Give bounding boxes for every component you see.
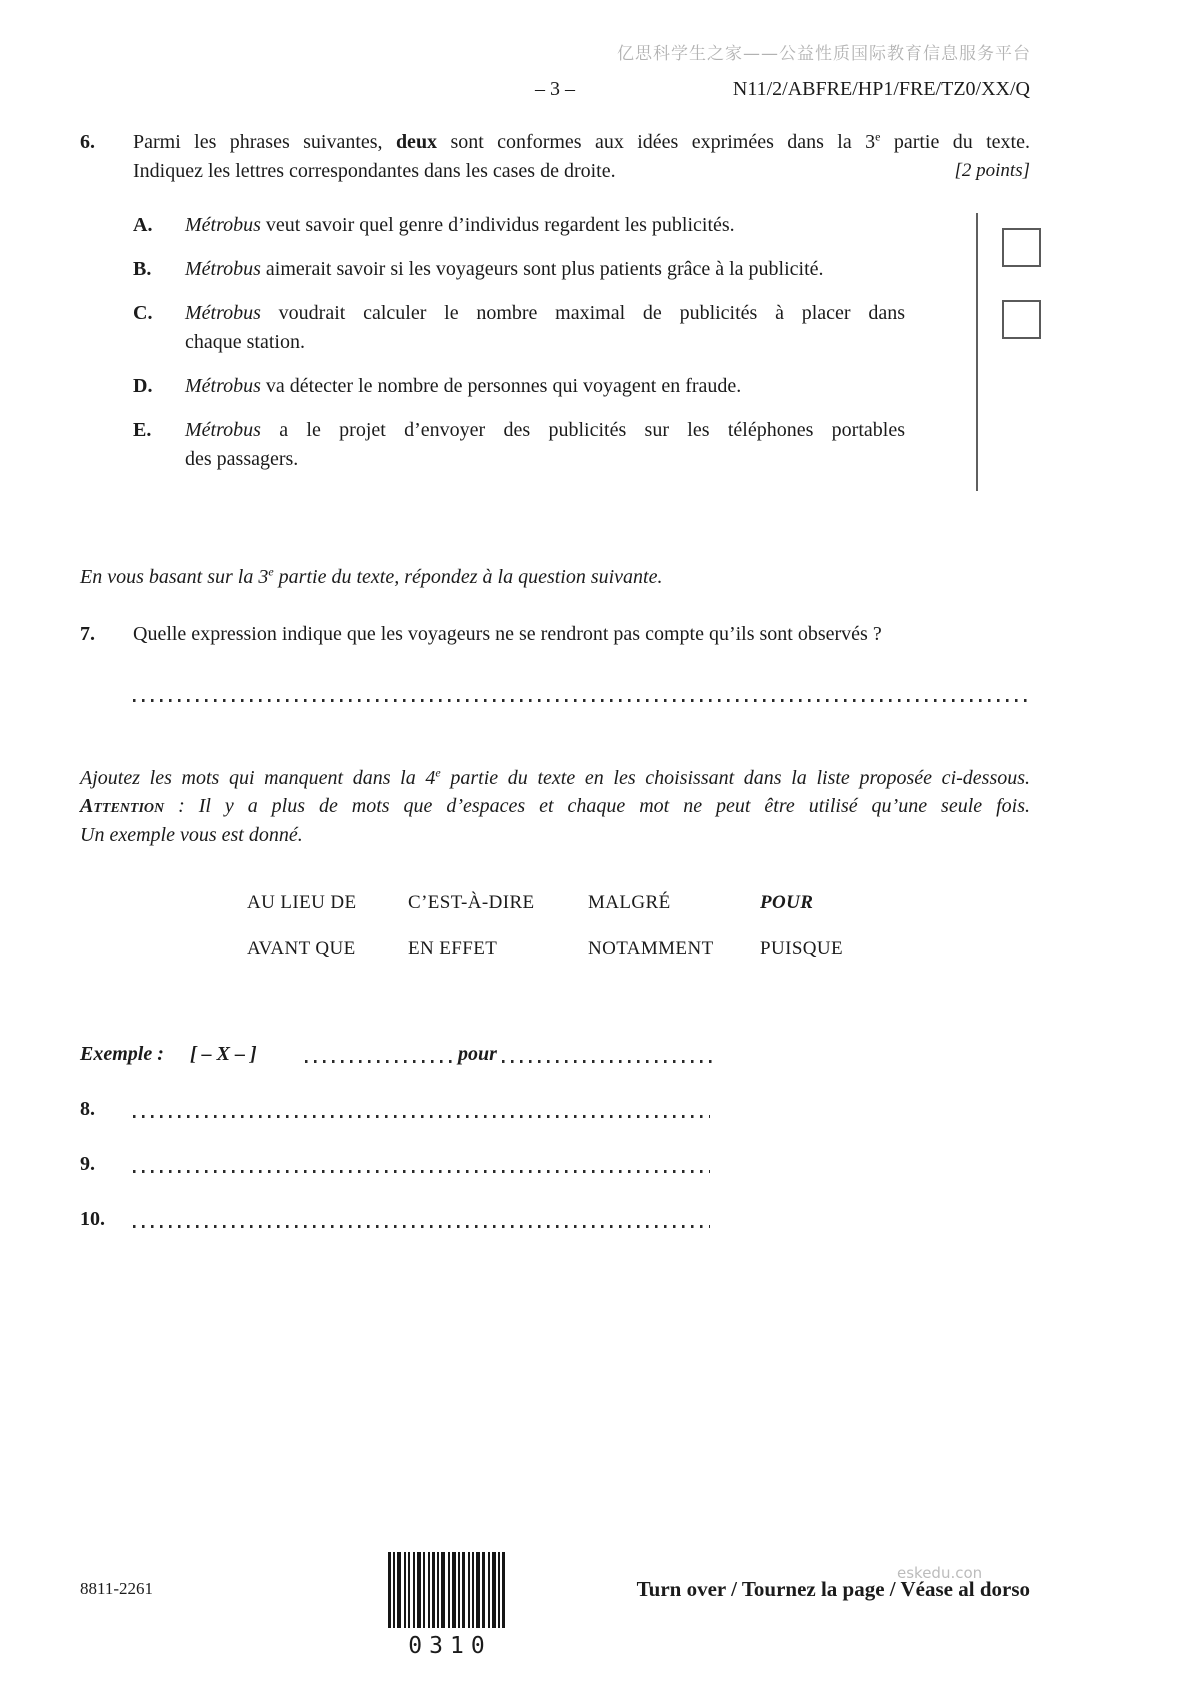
barcode-block: [388, 1552, 505, 1663]
word-bank-item: AVANT QUE: [247, 937, 356, 959]
gapfill-instructions-line3: Un exemple vous est donné.: [80, 823, 303, 846]
question-7-answer-line[interactable]: [133, 699, 1030, 702]
question-6-line2: Indiquez les lettres correspondantes dans les cases de droite. [2 points]: [133, 157, 1030, 186]
question-9-answer-line[interactable]: [133, 1170, 710, 1173]
gapfill-instructions-line1: Ajoutez les mots qui manquent dans la 4e partie du texte en les choisissant dans la liste proposée ci-dessous.: [80, 765, 1031, 789]
question-7-text: Quelle expression indique que les voyageurs ne se rendront pas compte qu’ils sont observés ?: [133, 623, 882, 645]
example-dots-left: [305, 1060, 453, 1063]
word-bank-item: C’EST-À-DIRE: [408, 892, 535, 914]
gapfill-instructions-line2: Attention : Il y a plus de mots que d’espaces et chaque mot ne peut être utilisé qu’une seule fois.: [80, 795, 1030, 818]
word-bank-item-example: POUR: [760, 892, 814, 914]
main-content: [80, 128, 1030, 1234]
turn-over-text: Turn over / Tournez la page / Véase al dorso: [636, 1577, 1030, 1601]
word-bank: [247, 890, 1030, 962]
option-d: D. Métrobus va détecter le nombre de personnes qui voyagent en fraude.: [133, 375, 742, 397]
example-bracket: [ – X – ]: [190, 1043, 257, 1066]
paper-reference: 8811-2261: [80, 1579, 154, 1598]
option-c: C. Métrobus voudrait calculer le nombre maximal de publicités à placer dans chaque station.: [133, 302, 905, 353]
question-8-number: 8.: [80, 1098, 95, 1121]
question-6-text: [133, 128, 1030, 186]
word-bank-item: MALGRÉ: [588, 892, 671, 914]
question-6-options: [133, 211, 905, 474]
word-bank-item: AU LIEU DE: [247, 892, 357, 914]
option-b: B. Métrobus aimerait savoir si les voyageurs sont plus patients grâce à la publicité.: [133, 258, 824, 280]
paper-code: N11/2/ABFRE/HP1/FRE/TZ0/XX/Q: [732, 78, 1030, 100]
question-10-number: 10.: [80, 1208, 105, 1231]
question-7: [80, 620, 1030, 649]
question-8-answer-line[interactable]: [133, 1115, 710, 1118]
gapfill-instructions: [80, 764, 1030, 849]
attention-label: Attention: [80, 795, 165, 818]
question-10-answer-line[interactable]: [133, 1225, 710, 1228]
points-badge: [2 points]: [954, 160, 1030, 181]
word-bank-item: PUISQUE: [760, 937, 844, 959]
option-a: A. Métrobus veut savoir quel genre d’individus regardent les publicités.: [133, 214, 735, 236]
question-7-number: 7.: [80, 623, 95, 645]
barcode-digits: 0310: [408, 1633, 492, 1659]
barcode: [388, 1552, 505, 1628]
example-row: [80, 1040, 1030, 1069]
question-7-lead: En vous basant sur la 3e partie du texte, répondez à la question suivante.: [80, 564, 663, 588]
question-6-line1: Parmi les phrases suivantes, deux sont conformes aux idées exprimées dans la 3e partie du texte.: [133, 129, 1030, 153]
question-9: [80, 1151, 1030, 1179]
word-bank-item: EN EFFET: [408, 937, 498, 959]
option-e: E. Métrobus a le projet d’envoyer des publicités sur les téléphones portables des passagers.: [133, 419, 905, 470]
question-6-number: 6.: [80, 131, 95, 153]
example-label: Exemple :: [80, 1043, 164, 1066]
example-dots-right: [502, 1060, 714, 1063]
question-6: [80, 128, 1030, 186]
footer-watermark: eskedu.con: [897, 1564, 983, 1582]
header-watermark: 亿思科学生之家——公益性质国际教育信息服务平台: [617, 44, 1031, 64]
word-bank-item: NOTAMMENT: [588, 937, 714, 959]
question-10: [80, 1206, 1030, 1234]
question-9-number: 9.: [80, 1153, 95, 1176]
page-number: – 3 –: [535, 78, 575, 100]
example-answer: pour: [458, 1043, 497, 1066]
question-8: [80, 1096, 1030, 1124]
